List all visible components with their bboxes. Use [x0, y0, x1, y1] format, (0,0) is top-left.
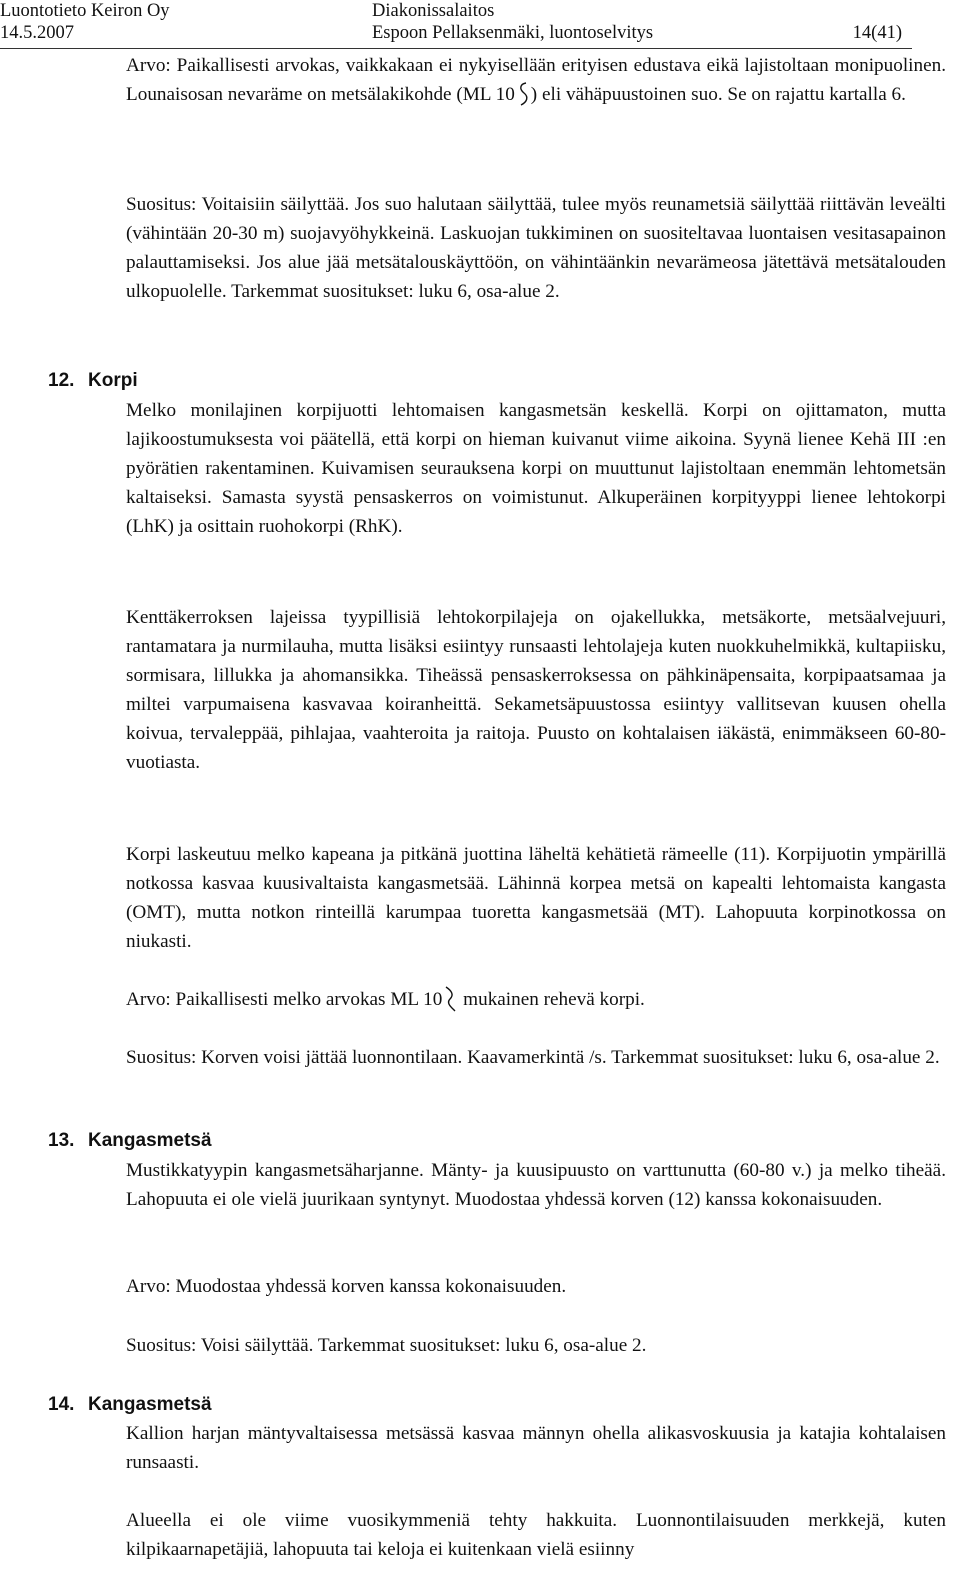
header-report-title: Espoon Pellaksenmäki, luontoselvitys: [372, 23, 654, 43]
section-13-paragraph-1: Mustikkatyypin kangasmetsäharjanne. Mänty- ja kuusipuusto on varttunutta (60-80 v.) ja melko tiheää. Lahopuuta ei ole vielä juurikaan syntynyt. Muodostaa yhdessä korven (12) kanssa kokonaisuuden.: [126, 1160, 946, 1210]
section-number-12: 12.: [48, 370, 75, 391]
header-left: [0, 0, 170, 44]
arvo-12-text-a: Arvo: Paikallisesti melko arvokas ML 10: [126, 989, 443, 1010]
section-heading-12: [48, 369, 138, 393]
section-heading-13: [48, 1129, 212, 1153]
section-12-paragraph-1: Melko monilajinen korpijuotti lehtomaisen kangasmetsän keskellä. Korpi on ojittamaton, mutta lajikoostumuksesta voi päätellä, että korpi on hieman kuivanut viime aikoina. Syynä lienee Kehä III :en pyörätien rakentaminen. Kuivamisen seurauksena korpi on muuttunut lajistoltaan enemmän lehtometsän kaltaiseksi. Samasta syystä pensaskerros on voimistunut. Alkuperäinen korpityyppi lienee lehtokorpi (LhK) ja osittain ruohokorpi (RhK).: [126, 400, 946, 537]
section-title-12: Korpi: [88, 370, 138, 391]
section-12-paragraph-3: Korpi laskeutuu melko kapeana ja pitkänä juottina läheltä kehätietä rämeelle (11). Korpijuotin ympärillä notkossa kasvaa kuusivaltaista kangasmetsää. Lähinnä korpea metsä on kapealti lehtomaista kangasta (OMT), mutta notkon rinteillä karumpaa tuoretta kangasmetsää (MT). Lahopuuta korpinotkossa on niukasti.: [126, 844, 946, 952]
page-header: [0, 0, 960, 52]
header-divider: [0, 48, 912, 49]
arvo-11-text-b: ) eli vähäpuustoinen suo. Se on rajattu kartalla 6.: [530, 84, 906, 105]
section-sign-icon: [515, 81, 531, 107]
suositus-paragraph-13: Suositus: Voisi säilyttää. Tarkemmat suositukset: luku 6, osa-alue 2.: [126, 1335, 647, 1356]
section-14-paragraph-1: Kallion harjan mäntyvaltaisessa metsässä kasvaa männyn ohella alikasvoskuusia ja katajia kohtalaisen runsaasti.: [126, 1423, 946, 1473]
suositus-paragraph-12: Suositus: Korven voisi jättää luonnontilaan. Kaavamerkintä /s. Tarkemmat suositukset: luku 6, osa-alue 2.: [126, 1047, 940, 1068]
header-client: Diakonissalaitos: [372, 1, 495, 21]
header-date: 14.5.2007: [0, 23, 74, 43]
arvo-12-text-b: mukainen rehevä korpi.: [458, 989, 645, 1010]
header-page-number: 14(41): [852, 23, 902, 43]
section-number-13: 13.: [48, 1130, 75, 1151]
section-14-paragraph-2: Alueella ei ole viime vuosikymmeniä tehty hakkuita. Luonnontilaisuuden merkkejä, kuten kilpikaarnapetäjiä, lahopuuta tai keloja ei kuitenkaan vielä esiinny: [126, 1510, 946, 1560]
arvo-paragraph-13: Arvo: Muodostaa yhdessä korven kanssa kokonaisuuden.: [126, 1276, 567, 1297]
section-12-paragraph-2: Kenttäkerroksen lajeissa tyypillisiä lehtokorpilajeja on ojakellukka, metsäkorte, metsäalvejuuri, rantamatara ja nurmilauha, mutta lisäksi esiintyy runsaasti lehtolajeja kuten nuokkuhelmikkä, kultapiisku, sormisara, lillukka ja ahomansikka. Tiheässä pensaskerroksessa on pähkinäpensaita, korpipaatsamaa ja miltei varpumaisena kasvavaa koiranheittä. Sekametsäpuustossa esiintyy vallitsevan kuusen ohella koivua, tervaleppää, pihlajaa, vaahteroita ja raitoja. Puusto on kohtalaisen iäkästä, enimmäkseen 60-80-vuotiasta.: [126, 607, 946, 773]
section-heading-14: [48, 1393, 212, 1417]
arvo-paragraph-11: [126, 51, 946, 109]
section-sign-icon: [442, 986, 458, 1012]
arvo-11-text-a: Arvo: Paikallisesti arvokas, vaikkakaan ei nykyisellään erityisen edustava eikä lajistoltaan monipuolinen. Lounaisosan nevaräme on metsälakikohde (ML 10: [126, 55, 946, 105]
header-center: [372, 0, 653, 44]
section-number-14: 14.: [48, 1394, 75, 1415]
suositus-paragraph-11: Suositus: Voitaisiin säilyttää. Jos suo halutaan säilyttää, tulee myös reunametsiä säilyttää riittävän leveälti (vähintään 20-30 m) suojavyöhykkeinä. Laskuojan tukkiminen on suositeltavaa luontaisen vesitasapainon palauttamiseksi. Jos alue jää metsätalouskäyttöön, on vähintäänkin nevarämeosa jätettävä metsätalouden ulkopuolelle. Tarkemmat suositukset: luku 6, osa-alue 2.: [126, 194, 946, 302]
section-title-13: Kangasmetsä: [88, 1130, 212, 1151]
section-title-14: Kangasmetsä: [88, 1394, 212, 1415]
arvo-paragraph-12: [126, 985, 946, 1014]
header-company: Luontotieto Keiron Oy: [0, 1, 170, 21]
